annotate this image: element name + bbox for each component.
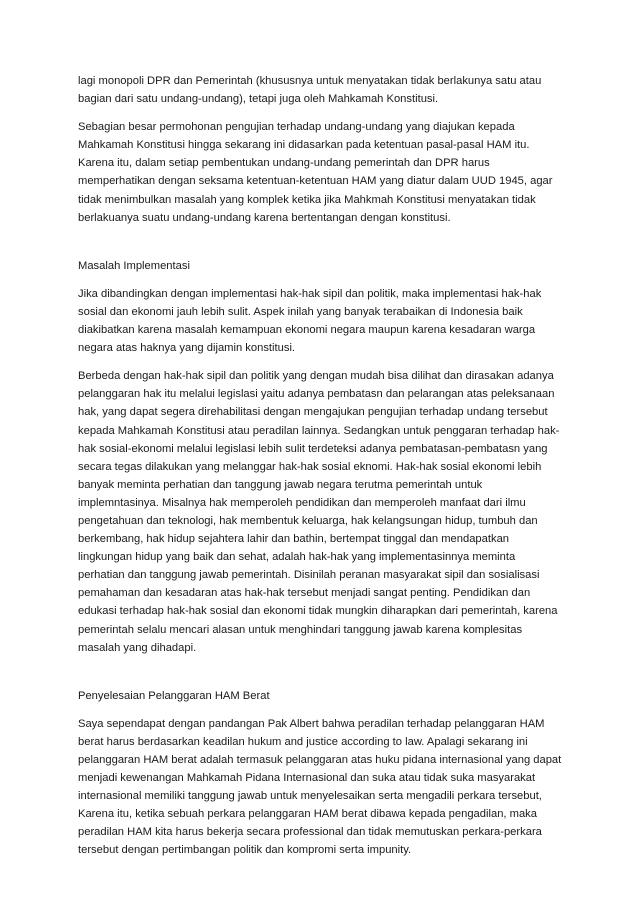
paragraph-3: Jika dibandingkan dengan implementasi hak-hak sipil dan politik, maka implementasi hak-hak sosial dan ekonomi jauh lebih sulit. Aspek inilah yang banyak terabaikan di Indonesia baik diakibatkan karena masalah kemampuan ekonomi negara maupun karena kesadaran warga negara atas haknya yang dijamin konstitusi. [78, 287, 542, 355]
paragraph-4: Berbeda dengan hak-hak sipil dan politik yang dengan mudah bisa dilihat dan dirasakan adanya pelanggaran hak itu melalui legislasi yaitu adanya pembatasn dan pelarangan atas peleksanaan hak, yang dapat segera direhabilitasi dengan mengajukan pengujian terhadap undang tersebut kepada Mahkamah Konstitusi atau peradilan lainnya. Sedangkan untuk penggaran terhadap hak-hak sosial-ekonomi melalui legislasi lebih sulit terdeteksi adanya pembatasan-pembatasn yang secara tegas dilakukan yang melanggar hak-hak sosial eknomi. Hak-hak sosial ekonomi lebih banyak meminta perhatian dan tanggung jawab negara terutma pemerintah untuk implemntasinya. Misalnya hak memperoleh pendidikan dan memperoleh manfaat dari ilmu pengetahuan dan teknologi, hak membentuk keluarga, hak kelangsungan hidup, tumbuh dan berkembang, hak hidup sejahtera lahir dan bathin, bertempat tinggal dan mendapatkan lingkungan hidup yang baik dan sehat, adalah hak-hak yang implementasinnya meminta perhatian dan tanggung jawab pemerintah. Disinilah peranan masyarakat sipil dan sosialisasi pemahaman dan kesadaran atas hak-hak tersebut menjadi sangat penting. Pendidikan dan edukasi terhadap hak-hak sosial dan ekonomi tidak mungkin diharapkan dari pemerintah, karena pemerintah selalu mencari alasan untuk menghindari tanggung jawab karena komplesitas masalah yang dihadapi. [78, 370, 560, 654]
section-heading-penyelesaian-pelanggaran: Penyelesaian Pelanggaran HAM Berat [78, 689, 270, 702]
paragraph-1: lagi monopoli DPR dan Pemerintah (khususnya untuk menyatakan tidak berlakunya satu atau bagian dari satu undang-undang), tetapi juga oleh Mahkamah Konstitusi. [78, 75, 542, 106]
paragraph-2: Sebagian besar permohonan pengujian terhadap undang-undang yang diajukan kepada Mahkamah Konstitusi hingga sekarang ini didasarkan pada ketentuan pasal-pasal HAM itu. Karena itu, dalam setiap pembentukan undang-undang pemerintah dan DPR harus memperhatikan dengan seksama ketentuan-ketentuan HAM yang diatur dalam UUD 1945, agar tidak menimbulkan masalah yang komplek ketika jika Mahkmah Konstitusi menyatakan tidak berlakuanya suatu undang-undang karena bertentangan dengan konstitusi. [78, 121, 553, 224]
document-page [78, 72, 562, 870]
section-heading-masalah-implementasi: Masalah Implementasi [78, 259, 190, 272]
paragraph-5: Saya sependapat dengan pandangan Pak Albert bahwa peradilan terhadap pelanggaran HAM berat harus berdasarkan keadilan hukum and justice according to law. Apalagi sekarang ini pelanggaran HAM berat adalah termasuk pelanggaran atas huku pidana internasional yang dapat menjadi kewenangan Mahkamah Pidana Internasional dan suka atau tidak suka masyarakat internasional memiliki tanggung jawab untuk menyelesaikan serta mengadili perkara tersebut, Karena itu, ketika sebuah perkara pelanggaran HAM berat dibawa kepada pengadilan, maka peradilan HAM kita harus bekerja secara professional dan tidak memutuskan perkara-perkara tersebut dengan pertimbangan politik dan kompromi serta impunity. [78, 717, 562, 857]
